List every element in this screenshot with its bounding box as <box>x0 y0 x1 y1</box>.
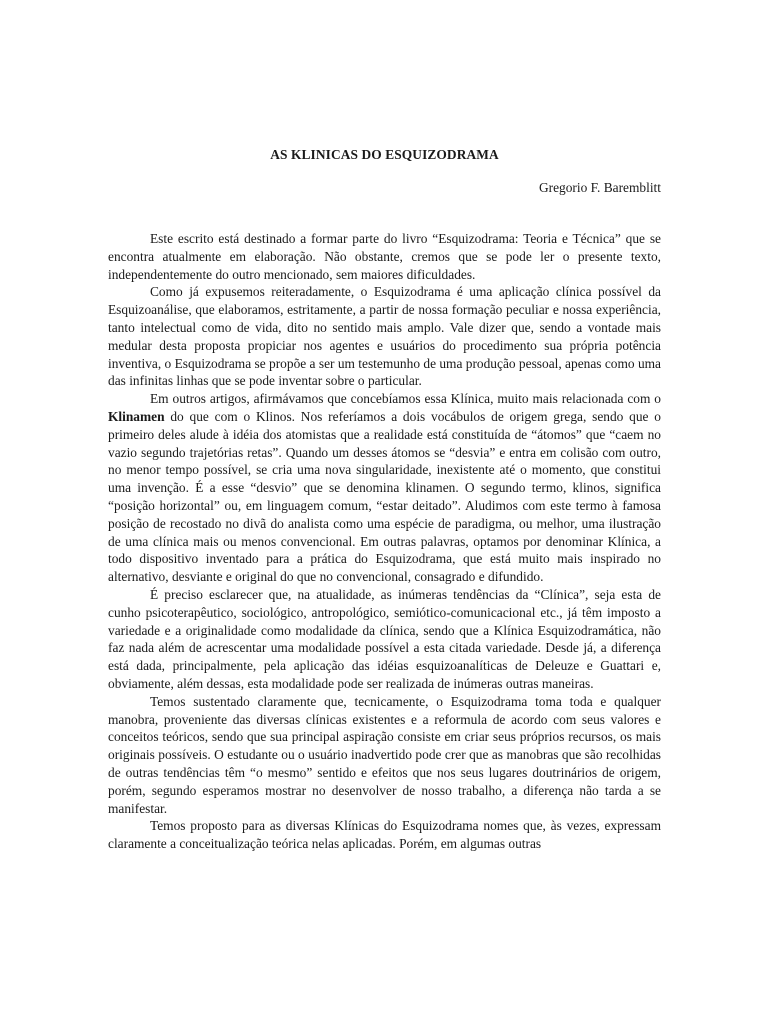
document-title: AS KLINICAS DO ESQUIZODRAMA <box>270 147 499 162</box>
paragraph-3-text-before: Em outros artigos, afirmávamos que concebíamos essa Klínica, muito mais relacionada com o <box>150 391 661 407</box>
paragraph-3-text-after: do que com o Klinos. Nos referíamos a dois vocábulos de origem grega, sendo que o primeiro deles alude à idéia dos atomistas que a realidade está constituída de “átomos” que “caem no vazio segundo trajetórias retas”. Quando um desses átomos se “desvia” e entra em colisão com outro, no menor tempo possível, se cria uma nova singularidade, inexistente até o momento, que constitui uma invenção. É a esse “desvio” que se denomina klinamen. O segundo termo, klinos, significa “posição horizontal” ou, em linguagem comum, “estar deitado”. Aludimos com este termo à famosa posição de recostado no divã do analista como uma espécie de paradigma, ou melhor, uma ilustração de uma clínica mais ou menos convencional. Em outras palavras, optamos por denominar Klínica, a todo dispositivo inventado para a prática do Esquizodrama, que está muito mais inspirado no alternativo, desviante e original do que no convencional, consagrado e difundido. <box>108 408 661 585</box>
paragraph-5: Temos sustentado claramente que, tecnicamente, o Esquizodrama toma toda e qualquer manobra, proveniente das diversas clínicas existentes e a reformula de acordo com seus valores e conceitos teóricos, sendo que sua principal aspiração consiste em criar seus próprios recursos, os mais originais possíveis. O estudante ou o usuário inadvertido pode crer que as manobras que são recolhidas de outras tendências têm “o mesmo” sentido e efeitos que nos seus lugares doutrinários de origem, porém, segundo esperamos mostrar no desenvolver de nosso trabalho, a diferença não tarda a se manifestar. <box>108 693 661 816</box>
paragraph-6: Temos proposto para as diversas Klínicas do Esquizodrama nomes que, às vezes, expressam claramente a conceitualização teórica nelas aplicadas. Porém, em algumas outras <box>108 818 661 852</box>
paragraph-2: Como já expusemos reiteradamente, o Esquizodrama é uma aplicação clínica possível da Esquizoanálise, que elaboramos, estritamente, a partir de nossa formação peculiar e nossa experiência, tanto intelectual como de vida, dito no sentido mais amplo. Vale dizer que, sendo a vontade mais medular desta proposta propiciar nos agentes e usuários do procedimento sua própria potência inventiva, o Esquizodrama se propõe a ser um testemunho de uma produção pessoal, apenas como uma das infinitas linhas que se pode inventar sobre o particular. <box>108 284 661 389</box>
paragraph-1: Este escrito está destinado a formar parte do livro “Esquizodrama: Teoria e Técnica” que se encontra atualmente em elaboração. Não obstante, cremos que se pode ler o presente texto, independentemente do outro mencionado, sem maiores dificuldades. <box>108 231 661 282</box>
paragraph-4: É preciso esclarecer que, na atualidade, as inúmeras tendências da “Clínica”, seja esta de cunho psicoterapêutico, sociológico, antropológico, semiótico-comunicacional etc., já têm imposto a variedade e a originalidade como modalidade da clínica, sendo que a Klínica Esquizodramática, não faz nada além de acrescentar uma modalidade possível a esta citada variedade. Desde já, a diferença está dada, principalmente, pela aplicação das idéias esquizoanalíticas de Deleuze e Guattari e, obviamente, além dessas, esta modalidade pode ser realizada de inúmeras outras maneiras. <box>108 586 661 691</box>
document-body <box>108 230 661 853</box>
document-author: Gregorio F. Baremblitt <box>538 180 661 195</box>
paragraph-3 <box>108 390 661 586</box>
klinamen-bold-term: Klinamen <box>108 408 165 424</box>
